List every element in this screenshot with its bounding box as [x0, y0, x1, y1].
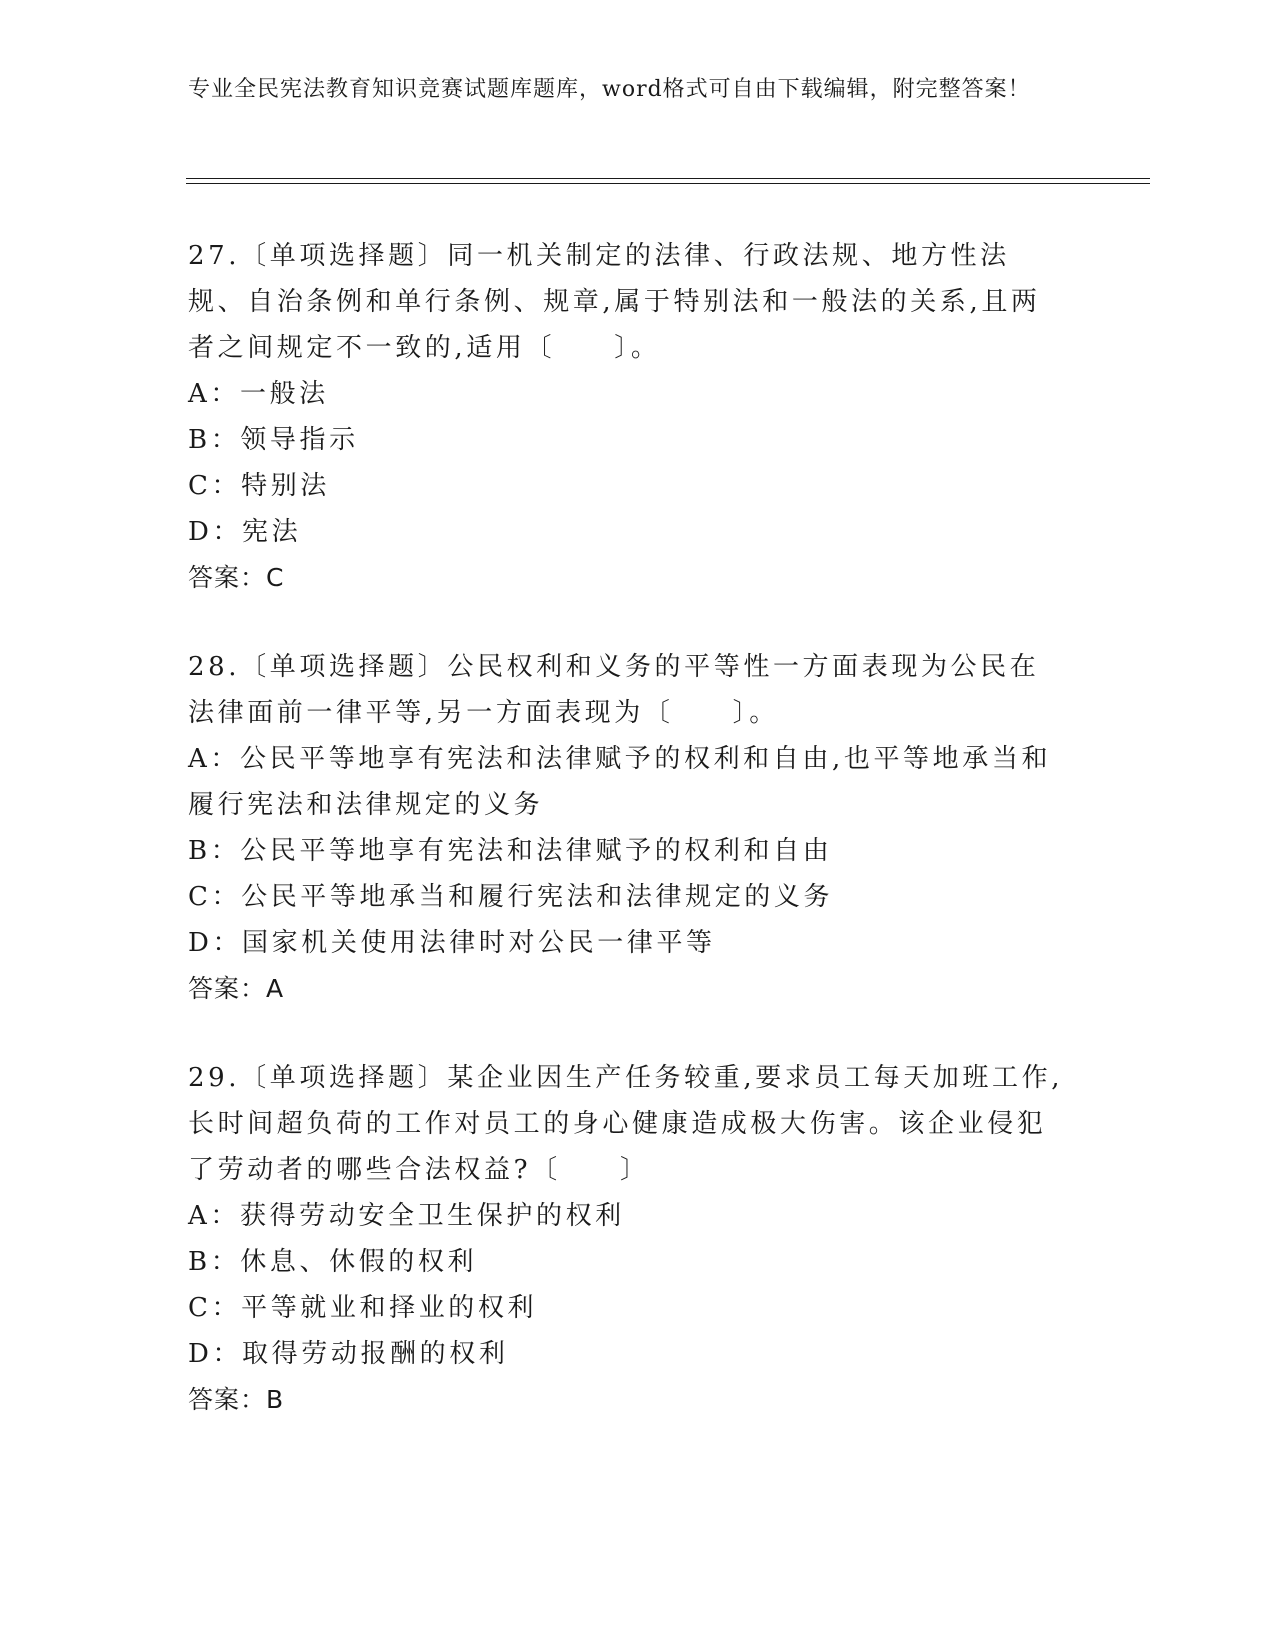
question-text: 29.〔单项选择题〕某企业因生产任务较重,要求员工每天加班工作,长时间超负荷的工作对员工的身心健康造成极大伤害。该企业侵犯了劳动者的哪些合法权益?〔 〕: [188, 1063, 1064, 1185]
option-b: B：公民平等地享有宪法和法律赋予的权利和自由: [188, 836, 833, 866]
option-c: C：平等就业和择业的权利: [188, 1293, 538, 1323]
option-a: A：一般法: [188, 379, 329, 409]
option-d: D：取得劳动报酬的权利: [188, 1339, 509, 1369]
answer: 答案：C: [188, 563, 285, 592]
option-a: A：获得劳动安全卫生保护的权利: [188, 1201, 625, 1231]
option-a: A：公民平等地享有宪法和法律赋予的权利和自由,也平等地承当和履行宪法和法律规定的义务: [188, 744, 1052, 820]
question-text: 27.〔单项选择题〕同一机关制定的法律、行政法规、地方性法规、自治条例和单行条例、规章,属于特别法和一般法的关系,且两者之间规定不一致的,适用〔 〕。: [188, 241, 1041, 363]
header-rule-bottom: [186, 183, 1150, 184]
question-29: [188, 1055, 1068, 1423]
option-c: C：特别法: [188, 471, 330, 501]
option-b: B：领导指示: [188, 425, 359, 455]
option-d: D：国家机关使用法律时对公民一律平等: [188, 928, 716, 958]
question-27: [188, 233, 1068, 601]
question-28: [188, 644, 1068, 1012]
question-text: 28.〔单项选择题〕公民权利和义务的平等性一方面表现为公民在法律面前一律平等,另一方面表现为〔 〕。: [188, 652, 1040, 728]
answer: 答案：A: [188, 974, 285, 1003]
header-rule-top: [186, 178, 1150, 179]
option-c: C：公民平等地承当和履行宪法和法律规定的义务: [188, 882, 834, 912]
answer: 答案：B: [188, 1385, 285, 1414]
option-b: B：休息、休假的权利: [188, 1247, 478, 1277]
page-header: 专业全民宪法教育知识竞赛试题库题库，word格式可自由下载编辑，附完整答案！: [188, 77, 1031, 102]
option-d: D：宪法: [188, 517, 302, 547]
